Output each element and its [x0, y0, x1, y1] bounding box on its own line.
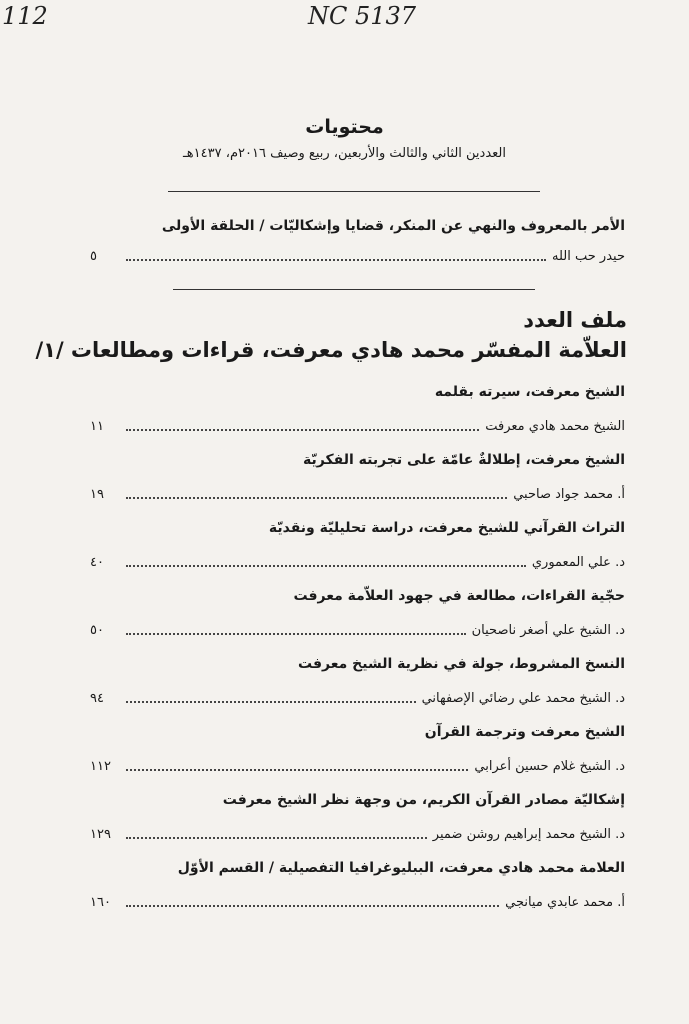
entry-author: د. الشيخ محمد علي رضائي الإصفهاني	[421, 690, 625, 706]
dot-leader	[126, 259, 546, 261]
dot-leader	[126, 633, 466, 635]
entry-title: إشكاليّة مصادر القرآن الكريم، من وجهة نظر الشيخ معرفت	[222, 792, 625, 808]
entry-author: أ. محمد جواد صاحبي	[513, 486, 625, 502]
entry-author-line	[90, 484, 625, 504]
entry-title: الشيخ معرفت، سيرته بقلمه	[434, 384, 625, 400]
entry-author-line	[90, 824, 625, 844]
dot-leader	[126, 701, 416, 703]
dot-leader	[126, 497, 507, 499]
entry-author: د. الشيخ علي أصغر ناصحيان	[471, 622, 625, 638]
entry-page-number: ١١	[90, 418, 104, 434]
entry-author: الشيخ محمد هادي معرفت	[485, 418, 625, 434]
dot-leader	[126, 429, 479, 431]
divider	[173, 289, 535, 290]
entry-author-line	[90, 688, 625, 708]
intro-author-line	[90, 246, 625, 266]
entry-title: العلامة محمد هادي معرفت، الببليوغرافيا التفصيلية / القسم الأوّل	[177, 860, 625, 876]
entry-page-number: ١٢٩	[90, 826, 111, 842]
entry-page-number: ٥٠	[90, 622, 104, 638]
intro-page-number: ٥	[90, 248, 97, 264]
entry-page-number: ١٩	[90, 486, 104, 502]
entry-title: الشيخ معرفت، إطلالةٌ عامّة على تجربته الفكريّة	[303, 452, 625, 468]
entry-author-line	[90, 892, 625, 912]
entry-author: أ. محمد عابدي ميانجي	[505, 894, 625, 910]
intro-author: حيدر حب الله	[552, 248, 625, 264]
entry-author: د. الشيخ محمد إبراهيم روشن ضمير	[432, 826, 625, 842]
dot-leader	[126, 565, 526, 567]
dot-leader	[126, 837, 427, 839]
dot-leader	[126, 769, 468, 771]
entry-title: النسخ المشروط، جولة في نظرية الشيخ معرفت	[298, 656, 625, 672]
handwritten-catalog-number: NC 5137	[308, 2, 417, 30]
file-heading: ملف العدد	[523, 308, 627, 332]
entry-author-line	[90, 620, 625, 640]
issue-info: العددين الثاني والثالث والأربعين، ربيع وصيف ٢٠١٦م، ١٤٣٧هـ	[183, 146, 506, 161]
dot-leader	[126, 905, 499, 907]
entry-title: التراث القرآني للشيخ معرفت، دراسة تحليليّة ونقديّة	[268, 520, 625, 536]
entry-page-number: ١١٢	[90, 758, 111, 774]
entry-page-number: ١٦٠	[90, 894, 111, 910]
file-subheading: العلاّمة المفسّر محمد هادي معرفت، قراءات ومطالعات /١/	[35, 338, 627, 362]
entry-page-number: ٤٠	[90, 554, 104, 570]
entry-author: د. علي المعموري	[531, 554, 625, 570]
intro-title: الأمر بالمعروف والنهي عن المنكر، قضايا وإشكاليّات / الحلقة الأولى	[161, 218, 625, 234]
toc-header	[40, 116, 649, 161]
entry-author-line	[90, 756, 625, 776]
toc-title: محتويات	[305, 116, 384, 138]
entry-author-line	[90, 416, 625, 436]
divider	[168, 191, 540, 192]
entry-page-number: ٩٤	[90, 690, 104, 706]
entry-title: الشيخ معرفت وترجمة القرآن	[424, 724, 625, 740]
entry-author: د. الشيخ غلام حسين أعرابي	[474, 758, 625, 774]
entry-author-line	[90, 552, 625, 572]
entry-title: حجّية القراءات، مطالعة في جهود العلاّمة معرفت	[293, 588, 625, 604]
handwritten-page-number: 112	[2, 2, 48, 30]
